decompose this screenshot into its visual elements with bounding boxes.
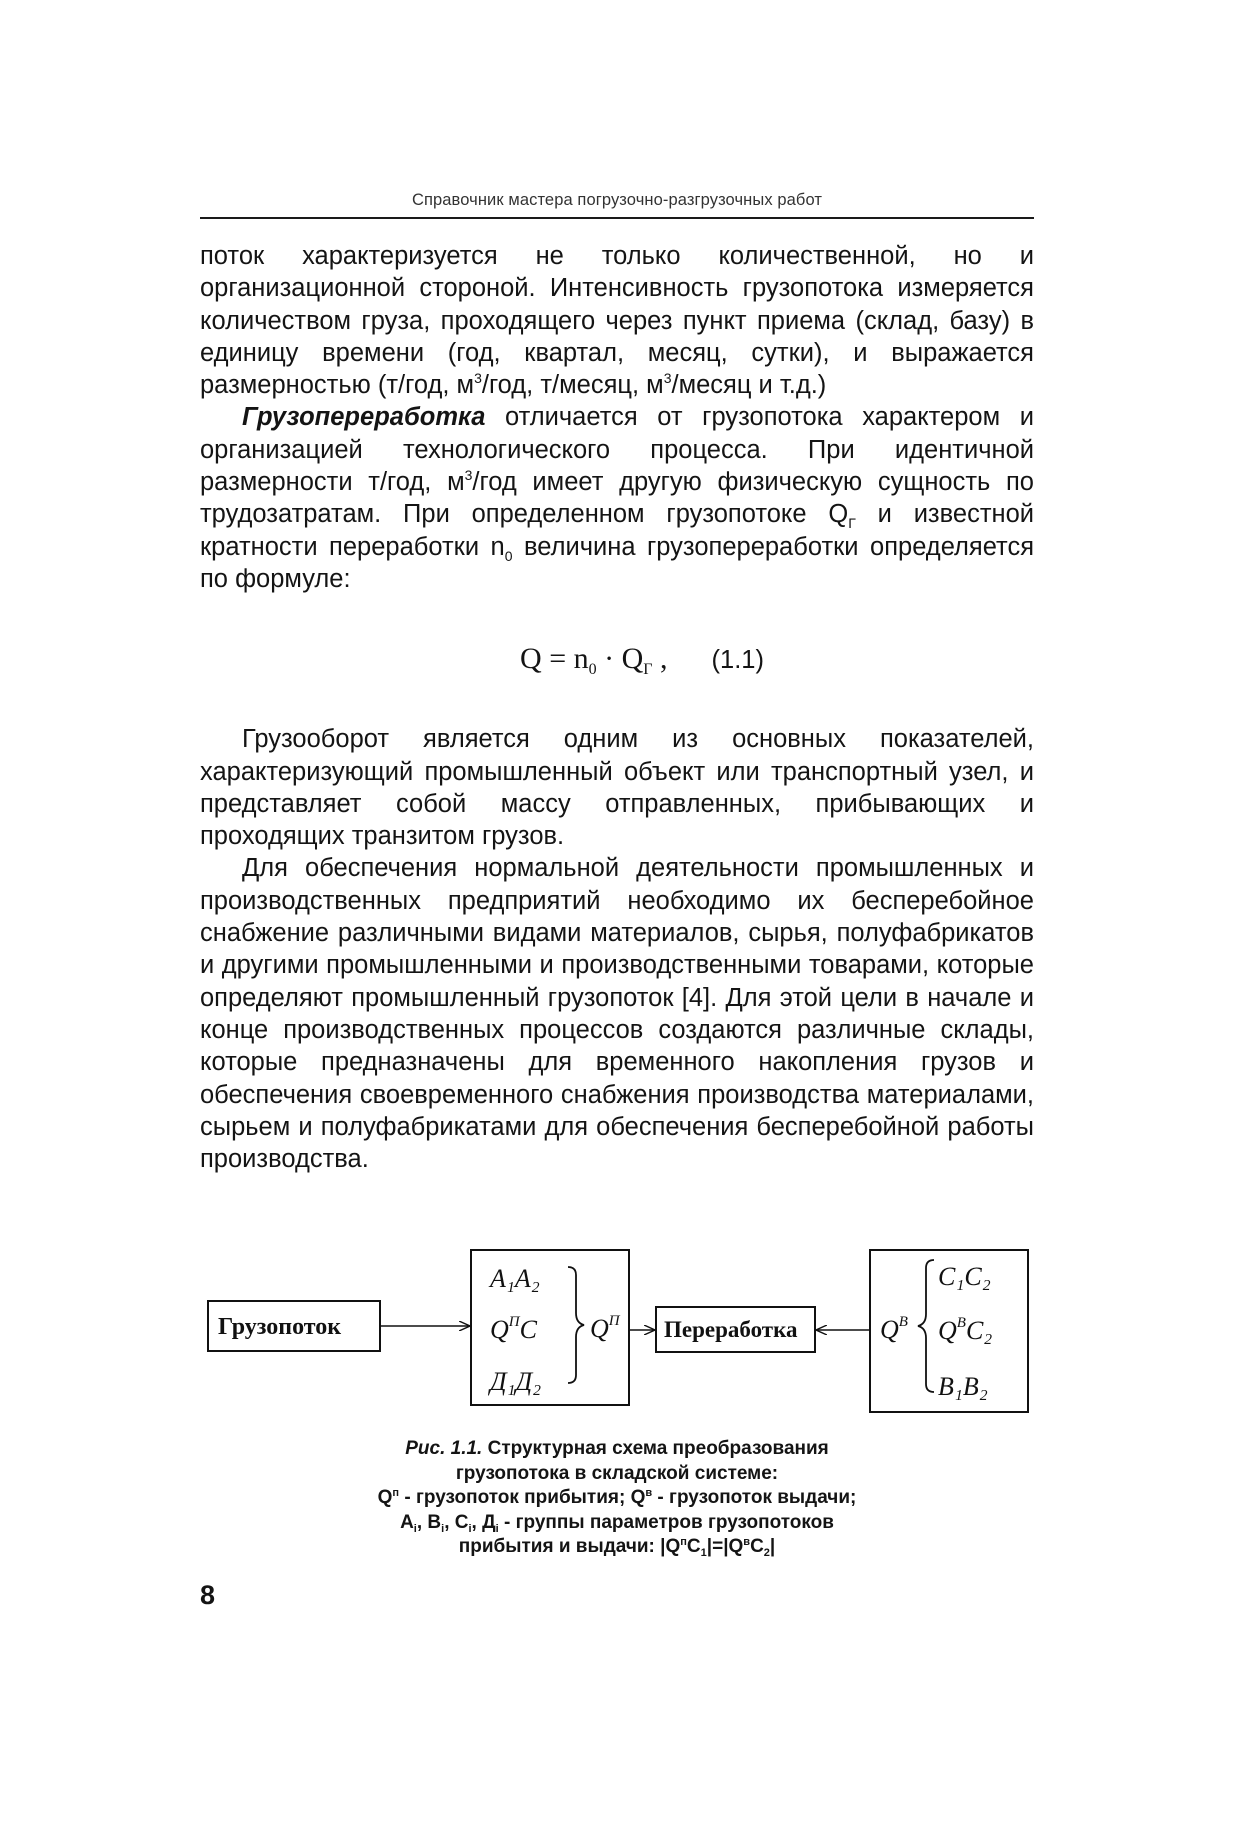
formula-sub-0: 0 <box>588 660 597 678</box>
p2-b: /год имеет другую физическую сущность по трудозатратам. При определенном грузопотоке Q <box>200 468 1034 529</box>
p1-text: поток характеризуется не только количественной, но и организационной стороной. Интенсивность грузопотока измеряется количеством груза, проходящего через пункт приема (склад, базу) в единицу времени (год, квартал, месяц, сутки), и выражается размерностью (т/год, м <box>200 242 1034 400</box>
formula-comma: , <box>652 641 668 675</box>
c3-sup1: п <box>392 1487 400 1499</box>
figure-caption <box>200 1437 1034 1560</box>
p2-sub-0: 0 <box>504 547 513 564</box>
running-header: Справочник мастера погрузочно-разгрузочных работ <box>411 191 823 209</box>
c3-q1: Q <box>377 1487 393 1508</box>
c5-sub2: 2 <box>763 1547 770 1559</box>
paragraph-1 <box>200 240 1034 401</box>
p2-d: величина грузопереработки определяется по формуле: <box>200 532 1035 593</box>
header-rule <box>200 217 1034 219</box>
c3-a: - грузопоток прибытия; Q <box>399 1487 646 1508</box>
caption-line-4 <box>200 1511 1034 1536</box>
c4-d: , Д <box>471 1511 496 1533</box>
right-row2: $Q^ВC_2$ <box>938 1315 993 1345</box>
p2-c: и известной кратности переработки n <box>200 500 1035 561</box>
formula-1-1 <box>520 643 764 676</box>
c5-b: C <box>686 1536 701 1557</box>
body-text <box>200 240 1034 1175</box>
caption-line-1 <box>200 1437 1034 1462</box>
left-row1: A₁A₂ <box>490 1264 540 1293</box>
c4-sub-c: i <box>468 1522 472 1535</box>
p1-sup2: 3 <box>663 370 672 387</box>
c4-b: , В <box>416 1511 442 1533</box>
formula-sub-g: Г <box>643 660 653 678</box>
c3-sup2: в <box>645 1487 653 1499</box>
formula-lhs: Q = n <box>520 641 589 675</box>
paragraph-3: Грузооборот является одним из основных показателей, характеризующий промышленный объект или транспортный узел, и представляет собой массу отправленных, прибывающих и проходящих транзитом грузов. <box>200 725 1034 851</box>
right-row3: B₁B₂ <box>938 1372 988 1401</box>
p2-sub-g: Г <box>848 515 856 532</box>
right-row1: C₁C₂ <box>938 1262 991 1291</box>
p2-a: отличается от грузопотока характером и организацией технологического процесса. При идентичной размерности т/год, м <box>200 403 1034 497</box>
left-output: $Q^П$ <box>590 1313 620 1343</box>
c4-sub-b: i <box>441 1522 445 1535</box>
c4-sub-d: i <box>495 1522 499 1535</box>
label-gruzopotok: Грузопоток <box>218 1314 342 1340</box>
c5-sup1: п <box>680 1536 687 1548</box>
figure-1-1 <box>200 1245 1034 1425</box>
p2-sup: 3 <box>464 467 473 484</box>
c4-sub-a: i <box>413 1522 417 1535</box>
label-pererabotka: Переработка <box>664 1317 798 1342</box>
paragraph-4: Для обеспечения нормальной деятельности промышленных и производственных предприятий необходимо их бесперебойное снабжение различными видами материалов, сырья, полуфабрикатов и другими промышленными и производственными товарами, которые определяют промышленный грузопоток [4]. Для этой цели в начале и конце производственных процессов создаются различные склады, которые предназначены для временного накопления грузов и обеспечения своевременного снабжения производства материалами, сырьем и полуфабрикатами для обеспечения бесперебойной работы производства. <box>200 854 1034 1174</box>
p1-mid: /год, т/месяц, м <box>481 371 664 400</box>
left-row2: $Q^ПC$ <box>490 1314 537 1344</box>
c5-a: прибытия и выдачи: |Q <box>458 1536 681 1557</box>
caption-label: Рис. 1.1. <box>405 1438 483 1459</box>
paragraph-2 <box>200 401 1034 595</box>
left-row3: Д₁Д₂ <box>490 1367 542 1396</box>
c4-e: - группы параметров грузопотоков <box>498 1511 834 1533</box>
right-input: $Q^В$ <box>880 1314 908 1344</box>
c5-sup2: в <box>743 1536 751 1548</box>
c3-b: - грузопоток выдачи; <box>652 1487 857 1508</box>
p1-end: /месяц и т.д.) <box>671 371 827 400</box>
caption-line-2: грузопотока в складской системе: <box>455 1462 779 1484</box>
p1-sup1: 3 <box>474 370 482 387</box>
structure-diagram <box>200 1245 1034 1425</box>
c4-a: А <box>400 1511 414 1533</box>
c5-c: |=|Q <box>706 1536 744 1557</box>
caption-line-5 <box>200 1535 1034 1560</box>
caption-line-3 <box>200 1486 1034 1511</box>
c5-d: C <box>750 1536 764 1557</box>
page-number: 8 <box>200 1580 216 1610</box>
term-gruzopererabotka: Грузопереработка <box>242 403 486 432</box>
equation-number: (1.1) <box>711 645 764 674</box>
c4-c: , С <box>444 1511 469 1533</box>
caption-line1-text: Структурная схема преобразования <box>482 1438 829 1459</box>
c5-e: | <box>769 1536 776 1557</box>
formula-block <box>200 595 1034 723</box>
formula-dot: · Q <box>596 641 644 675</box>
c5-sub1: 1 <box>700 1547 707 1559</box>
